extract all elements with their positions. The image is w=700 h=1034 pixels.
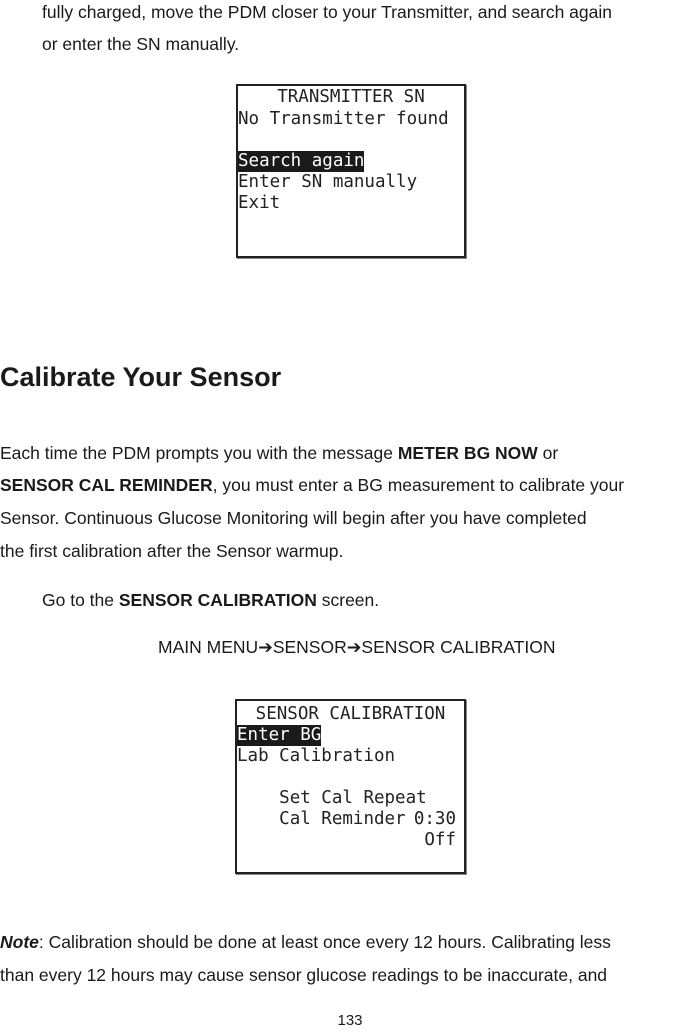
menu-item-search-again[interactable]: Search again [238,151,365,171]
menu-item-exit[interactable]: Exit [238,193,281,213]
menu-item-enter-bg[interactable]: Enter BG [237,725,322,745]
item-label: Cal Reminder [279,809,406,829]
intro-line-1: fully charged, move the PDM closer to your Transmitter, and search again [42,2,612,22]
screen-title: TRANSMITTER SN [277,87,425,107]
intro-line-2: or enter the SN manually. [42,34,240,54]
note-line-2: than every 12 hours may cause sensor glucose readings to be inaccurate, and [0,965,608,985]
note-line-1: Note: Calibration should be done at least once every 12 hours. Calibrating less [0,932,611,952]
menu-item-enter-sn[interactable]: Enter SN manually [238,172,418,192]
screen-title: SENSOR CALIBRATION [255,704,446,724]
path-sensor-calibration: SENSOR CALIBRATION [361,637,556,657]
para-line-1: Each time the PDM prompts you with the message METER BG NOW or [0,443,559,463]
arrow-right-icon: ➔ [346,637,362,657]
para-line-2: SENSOR CAL REMINDER, you must enter a BG measurement to calibrate your [0,475,625,495]
sensor-calibration-screen [235,699,466,874]
para-line-3: Sensor. Continuous Glucose Monitoring will begin after you have completed [0,508,587,528]
path-main-menu: MAIN MENU [158,637,259,657]
item-label: Set Cal Repeat [279,788,427,808]
screen-status: No Transmitter found [238,109,449,129]
instruction-line: Go to the SENSOR CALIBRATION screen. [42,590,380,610]
section-title: Calibrate Your Sensor [0,362,282,392]
transmitter-sn-screen [236,84,466,258]
para-line-4: the first calibration after the Sensor warmup. [0,541,344,561]
page-number: 133 [337,1012,363,1029]
arrow-right-icon: ➔ [258,637,273,657]
path-sensor: SENSOR [272,637,347,657]
item-value: 0:30 [413,809,456,829]
menu-item-lab-calibration[interactable]: Lab Calibration [237,746,396,766]
menu-path [158,637,556,658]
item-value: Off [424,830,456,850]
